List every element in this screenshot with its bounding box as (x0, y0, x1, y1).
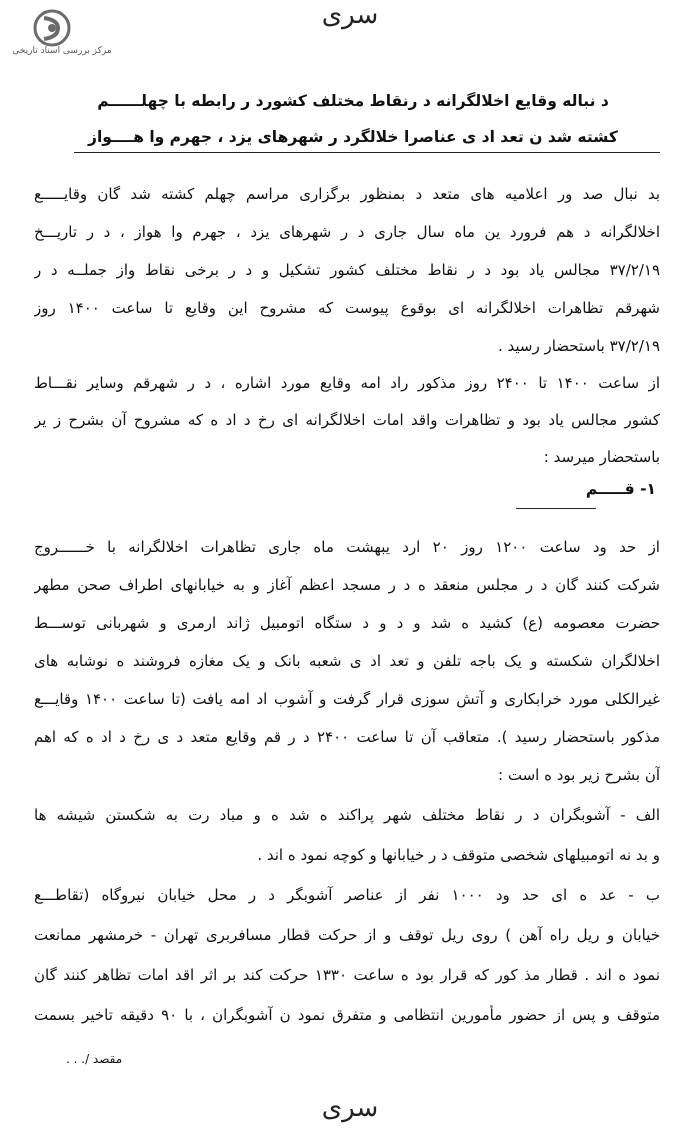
item-alef-line: الف - آشوبگران د ر نقاط مختلف شهر پراکند ه شد ه و مباد رت به شکستن شیشه ها (34, 806, 660, 824)
para2-line: از ساعت ۱۴۰۰ تا ۲۴۰۰ روز مذکور راد امه وقایع مورد اشاره ، د ر شهرقم وسایر نقـــاط (34, 374, 660, 392)
para2-line: کشور مجالس یاد بود و تظاهرات واقد امات اخلالگرانه ای رخ د اد ه که مشروح آن بشرح ز یر (34, 411, 660, 429)
intro-line: بد نبال صد ور اعلامیه های متعد د بمنظور برگزاری مراسم چهلم کشته شد گان وقایـــــع (34, 185, 660, 203)
para3-line: از حد ود ساعت ۱۲۰۰ روز ۲۰ ارد یبهشت ماه جاری تظاهرات اخلالگرانه با خــــــروج (34, 538, 660, 556)
subject-line-1: د نباله وقایع اخلالگرانه د رنقاط مختلف کشورد ر رابطه با چهلــــــم (97, 92, 609, 110)
para3-line: اخلالگران شکسته و یک باجه تلفن و تعد اد ی شعبه بانک و یک مغازه فروشند ه نوشابه های (34, 652, 660, 670)
subject-line-2: کشته شد ن تعد اد ی عناصرا خلالگرد ر شهرهای یزد ، جهرم وا هــــواز (88, 128, 618, 146)
intro-line: شهرقم تظاهرات اخلالگرانه ای بوقوع پیوست که مشروح این وقایع تا ساعت ۱۴۰۰ روز (34, 299, 660, 317)
para3-line: مذکور باستحضار رسید ). متعاقب آن تا ساعت ۲۴۰۰ د ر قم وقایع متعد د ی رخ د اد ه که اهم (34, 728, 660, 746)
continued-ref: مقصد /. . . (66, 1052, 123, 1066)
item-alef-line: و بد نه اتومبیلهای شخصی متوقف د ر خیابانها و کوچه نمود ه اند . (257, 846, 660, 864)
para3-line: غیرالکلی مورد خرابکاری و آتش سوزی قرار گرفت و آشوب اد امه یافت (تا ساعت ۱۴۰۰ وقایـــع (34, 690, 660, 708)
item-be-line: متوقف و پس از حضور مأمورین انتظامی و متفرق نمود ن آشوبگران ، با ۹۰ دقیقه تاخیر بسمت (34, 1006, 660, 1024)
para3-line: حضرت معصومه (ع) کشید ه شد و د و د ستگاه اتومبیل ژاند ارمری و شهربانی توســـط (34, 614, 660, 632)
classification-header: سری (321, 0, 379, 30)
archive-logo-icon (28, 8, 76, 48)
archive-caption: مرکز بررسی اسناد تاریخی (12, 46, 112, 56)
para2-line: باستحضار میرسد : (543, 448, 660, 466)
intro-line: اخلالگرانه د هم فرورد ین ماه سال جاری د ر شهرهای یزد ، جهرم وا هواز ، د ر تاریـــخ (34, 223, 660, 241)
intro-line: ۳۷/۲/۱۹ مجالس یاد بود د ر نقاط مختلف کشور تشکیل و د ر برخی نقاط واز جملــه د ر (34, 261, 660, 279)
section-title-qom: ۱- قـــــم (585, 480, 656, 498)
intro-line: ۳۷/۲/۱۹ باستحضار رسید . (497, 337, 660, 355)
item-be-line: ب - عد ه ای حد ود ۱۰۰۰ نفر از عناصر آشوبگر د ر محل خیابان نیروگاه (تقاطـــع (34, 886, 660, 904)
classification-footer: سری (321, 1093, 379, 1123)
subject-underline (74, 152, 660, 153)
section-underline (516, 508, 596, 509)
para3-line: آن بشرح زیر بود ه است : (498, 766, 660, 784)
item-be-line: خیابان و ریل راه آهن ) روی ریل توقف و از حرکت قطار مسافربری تهران - خرمشهر ممانعت (34, 926, 660, 944)
para3-line: شرکت کنند گان د ر مجلس منعقد ه د ر مسجد اعظم آغاز و به خیابانهای اطراف صحن مطهر (34, 576, 660, 594)
item-be-line: نمود ه اند . قطار مذ کور که قرار بود ه ساعت ۱۳۳۰ حرکت کند بر اثر اقد امات تظاهر کنند گان (34, 966, 660, 984)
